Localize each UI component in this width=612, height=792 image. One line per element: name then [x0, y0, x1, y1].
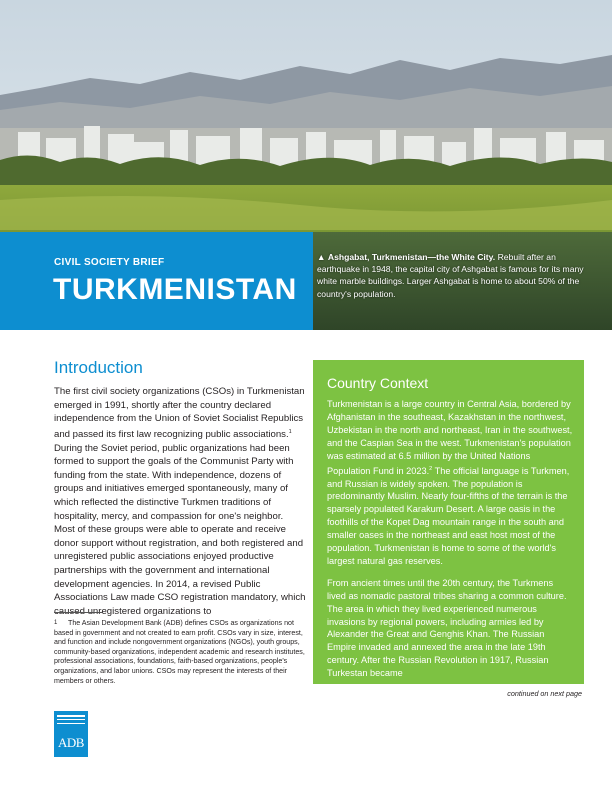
- intro-paragraph-text: The first civil society organizations (CSOs) in Turkmenistan emerged in 1991, shortly after the country declared independence from the Union of Soviet Socialist Republics and passed its first law recognizing public associations.: [54, 386, 305, 440]
- footnote-ref-1: 1: [288, 428, 292, 435]
- brief-label: CIVIL SOCIETY BRIEF: [54, 257, 165, 268]
- intro-paragraph: [54, 385, 306, 618]
- footnote-number: 1: [54, 620, 58, 626]
- caption-marker-icon: ▲: [317, 252, 326, 262]
- intro-heading: Introduction: [54, 358, 143, 377]
- intro-paragraph-cont: During the Soviet period, public organizations had been formed to support the goals of the Communist Party with funding from the state. With independence, dozens of groups and initiatives emerged spontaneously, many of which reflected the distinctive Turkmen traditions of hospitality, mercy, and compassion for one's neighbor. Most of these groups were able to operate and receive donor support without registration, and both registered and unregistered public associations enjoyed productive partnerships with the government and international development agencies. In 2014, a revised Public Associations Law made CSO registration mandatory, which caused unregistered organizations to: [54, 442, 306, 617]
- country-title: TURKMENISTAN: [53, 273, 297, 306]
- country-context-heading: Country Context: [327, 375, 429, 391]
- title-box: [0, 232, 313, 330]
- adb-logo: [54, 711, 88, 757]
- footnote-rule: [54, 612, 102, 613]
- para1-text-b: The official language is Turkmen, and Russian is widely spoken. The population is predominantly Muslim. Nearly four-fifths of the terrain is the sparsely populated Karakum Desert. A large oasis in the foothills of the Kopet Dag mountain range in the south and smaller oases in the northeast and east host most of the population. Turkmenistan is home to some of the world's largest natural gas reserves.: [327, 465, 570, 566]
- adb-logo-text: ADB: [58, 735, 84, 750]
- country-context-body: [327, 398, 573, 689]
- para1-text-a: Turkmenistan is a large country in Central Asia, bordered by Afghanistan in the southeast, Kazakhstan in the northwest, Uzbekistan in the north and northeast, Iran in the southwest, and the Caspian Sea in the west. Turkmenistan's population was estimated at 6.5 million by the United Nations Population Fund in 2023.: [327, 399, 573, 476]
- caption-title: Ashgabat, Turkmenistan—the White City.: [327, 252, 496, 262]
- footnote-text: The Asian Development Bank (ADB) defines CSOs as organizations not based in government and not created to earn profit. CSOs vary in size, interest, and function and include nongovernment organizations (NGOs), youth groups, community-based organizations, independent academic and research institutes, professional associations, foundations, faith-based organizations, people's organizations, and labor unions. CSOs may represent the interests of their members or others.: [54, 619, 305, 685]
- caption-text: Rebuilt after an earthquake in 1948, the capital city of Ashgabat is famous for its many white marble buildings. Larger Ashgabat is home to about 50% of the country's population.: [317, 252, 584, 299]
- adb-logo-lines: [57, 715, 85, 726]
- photo-caption: [317, 251, 585, 300]
- footnote: [54, 619, 308, 686]
- country-context-para-1: [327, 398, 573, 568]
- country-context-box: [313, 360, 584, 684]
- country-context-para-2: From ancient times until the 20th century, the Turkmens lived as nomadic pastoral tribes sharing a common culture. The area in which they lived experienced numerous invasions by regional powers, including armies led by Alexander the Great and Genghis Khan. The Russian Empire invaded and annexed the area in the late 19th century. After the Russian Revolution in 1917, Russian Turkestan became: [327, 577, 567, 679]
- footnote-ref-2: 2: [429, 465, 433, 472]
- continued-note: continued on next page: [507, 689, 582, 698]
